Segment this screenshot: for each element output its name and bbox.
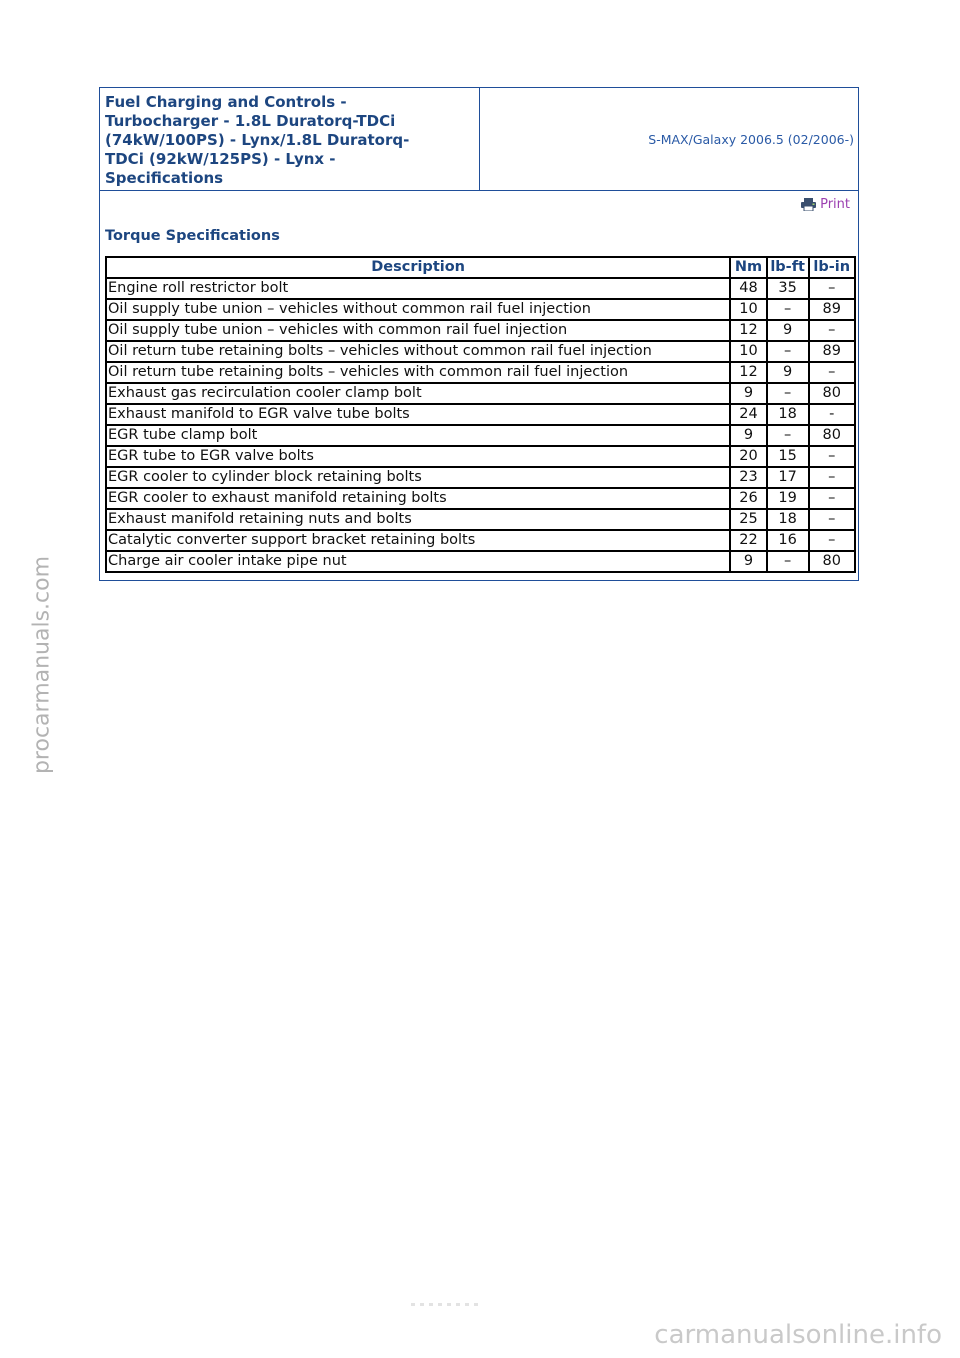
cell-nm: 25 xyxy=(730,509,767,530)
cell-description: EGR tube to EGR valve bolts xyxy=(105,446,730,467)
print-link[interactable] xyxy=(801,194,850,214)
table-row xyxy=(105,509,856,530)
table-row xyxy=(105,488,856,509)
cell-lb-in: – xyxy=(809,362,857,383)
cell-nm: 9 xyxy=(730,551,767,573)
cell-nm: 10 xyxy=(730,341,767,362)
cell-lb-ft: 18 xyxy=(767,404,809,425)
column-header-lb-in: lb-in xyxy=(809,256,857,278)
cell-lb-ft: – xyxy=(767,341,809,362)
page-title xyxy=(100,88,480,190)
table-row xyxy=(105,320,856,341)
cell-nm: 9 xyxy=(730,425,767,446)
title-line: (74kW/100PS) - Lynx/1.8L Duratorq- xyxy=(105,131,410,149)
column-header-lb-ft: lb-ft xyxy=(767,256,809,278)
cell-lb-ft: – xyxy=(767,551,809,573)
cell-lb-in: 89 xyxy=(809,341,857,362)
faint-footer-mark xyxy=(411,1303,483,1306)
cell-nm: 9 xyxy=(730,383,767,404)
cell-lb-ft: – xyxy=(767,299,809,320)
cell-description: Oil supply tube union – vehicles with common rail fuel injection xyxy=(105,320,730,341)
title-line: TDCi (92kW/125PS) - Lynx - xyxy=(105,150,336,168)
side-watermark: procarmanuals.com xyxy=(29,555,55,775)
cell-nm: 10 xyxy=(730,299,767,320)
cell-lb-in: 80 xyxy=(809,383,857,404)
cell-description: Oil return tube retaining bolts – vehicles without common rail fuel injection xyxy=(105,341,730,362)
cell-lb-in: - xyxy=(809,404,857,425)
cell-description: Exhaust manifold to EGR valve tube bolts xyxy=(105,404,730,425)
section-title: Torque Specifications xyxy=(105,228,280,244)
table-body xyxy=(105,278,856,573)
cell-lb-in: – xyxy=(809,278,857,299)
table-row xyxy=(105,278,856,299)
cell-lb-in: 80 xyxy=(809,551,857,573)
table-row xyxy=(105,446,856,467)
title-line: Specifications xyxy=(105,169,224,187)
table-header-row xyxy=(105,256,856,278)
cell-lb-ft: – xyxy=(767,425,809,446)
cell-description: EGR cooler to cylinder block retaining bolts xyxy=(105,467,730,488)
cell-nm: 24 xyxy=(730,404,767,425)
cell-description: Oil supply tube union – vehicles without common rail fuel injection xyxy=(105,299,730,320)
cell-nm: 23 xyxy=(730,467,767,488)
cell-description: EGR tube clamp bolt xyxy=(105,425,730,446)
model-label: S-MAX/Galaxy 2006.5 (02/2006-) xyxy=(648,131,854,147)
table-row xyxy=(105,425,856,446)
torque-table xyxy=(105,256,856,573)
document-frame xyxy=(99,87,859,581)
cell-description: Exhaust manifold retaining nuts and bolts xyxy=(105,509,730,530)
cell-lb-ft: 9 xyxy=(767,320,809,341)
cell-lb-in: – xyxy=(809,488,857,509)
cell-description: EGR cooler to exhaust manifold retaining bolts xyxy=(105,488,730,509)
cell-nm: 12 xyxy=(730,320,767,341)
cell-lb-ft: 15 xyxy=(767,446,809,467)
cell-lb-in: 80 xyxy=(809,425,857,446)
column-header-description: Description xyxy=(105,256,730,278)
cell-lb-ft: 18 xyxy=(767,509,809,530)
column-header-nm: Nm xyxy=(730,256,767,278)
title-line: Fuel Charging and Controls - xyxy=(105,93,347,111)
bottom-watermark: carmanualsonline.info xyxy=(654,1320,942,1350)
cell-lb-ft: – xyxy=(767,383,809,404)
cell-lb-ft: 17 xyxy=(767,467,809,488)
cell-description: Engine roll restrictor bolt xyxy=(105,278,730,299)
table-row xyxy=(105,530,856,551)
table-row xyxy=(105,383,856,404)
cell-description: Catalytic converter support bracket retaining bolts xyxy=(105,530,730,551)
table-row xyxy=(105,341,856,362)
cell-nm: 48 xyxy=(730,278,767,299)
cell-lb-ft: 35 xyxy=(767,278,809,299)
cell-lb-in: – xyxy=(809,446,857,467)
cell-lb-ft: 19 xyxy=(767,488,809,509)
cell-lb-in: – xyxy=(809,320,857,341)
cell-lb-in: 89 xyxy=(809,299,857,320)
table-row xyxy=(105,362,856,383)
cell-description: Oil return tube retaining bolts – vehicles with common rail fuel injection xyxy=(105,362,730,383)
cell-description: Charge air cooler intake pipe nut xyxy=(105,551,730,573)
table-row xyxy=(105,404,856,425)
cell-nm: 20 xyxy=(730,446,767,467)
cell-nm: 26 xyxy=(730,488,767,509)
cell-lb-ft: 16 xyxy=(767,530,809,551)
cell-description: Exhaust gas recirculation cooler clamp bolt xyxy=(105,383,730,404)
table-row xyxy=(105,299,856,320)
cell-lb-in: – xyxy=(809,509,857,530)
model-cell xyxy=(480,88,858,190)
table-row xyxy=(105,467,856,488)
cell-nm: 12 xyxy=(730,362,767,383)
cell-lb-ft: 9 xyxy=(767,362,809,383)
cell-lb-in: – xyxy=(809,467,857,488)
print-label[interactable]: Print xyxy=(820,196,850,212)
cell-nm: 22 xyxy=(730,530,767,551)
printer-icon xyxy=(801,198,816,211)
table-row xyxy=(105,551,856,573)
cell-lb-in: – xyxy=(809,530,857,551)
header-row xyxy=(100,88,858,191)
title-line: Turbocharger - 1.8L Duratorq-TDCi xyxy=(105,112,396,130)
